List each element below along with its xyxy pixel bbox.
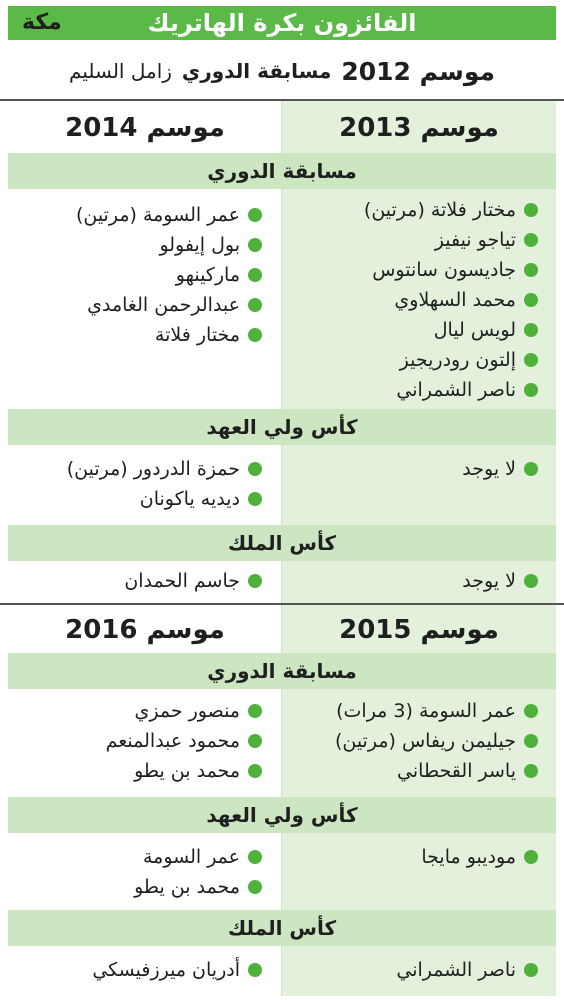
season-2015-heading: موسم 2015: [339, 615, 499, 645]
list-item: لا يوجد: [282, 566, 538, 596]
king-cup-2015-list: [282, 955, 556, 985]
bullet-icon: [248, 574, 262, 588]
bullet-icon: [524, 353, 538, 367]
page-title: الفائزون بكرة الهاتريك: [147, 9, 417, 37]
bullet-icon: [524, 704, 538, 718]
list-item: ياسر القحطاني: [282, 756, 538, 786]
bullet-icon: [248, 880, 262, 894]
season-2016-heading: موسم 2016: [65, 615, 225, 645]
competition-league-band: مسابقة الدوري: [8, 153, 556, 189]
list-item: لويس ليال: [282, 315, 538, 345]
league-2014-list: [8, 200, 282, 350]
list-item: جاديسون سانتوس: [282, 255, 538, 285]
league-2015-list: [282, 696, 556, 786]
bullet-icon: [524, 263, 538, 277]
season-2012-row: [8, 44, 556, 98]
crown-cup-2013-list: [282, 454, 556, 484]
bullet-icon: [524, 574, 538, 588]
crown-cup-2016-list: [8, 842, 282, 902]
bullet-icon: [248, 238, 262, 252]
list-item: عمر السومة (3 مرات): [282, 696, 538, 726]
list-item: مختار فلاتة: [8, 320, 262, 350]
competition-crown-prince-cup-band: كأس ولي العهد: [8, 797, 556, 833]
bullet-icon: [524, 764, 538, 778]
list-item: ناصر الشمراني: [282, 375, 538, 405]
king-cup-2014-list: [8, 566, 282, 596]
league-2013-list: [282, 195, 556, 405]
list-item: ماركينهو: [8, 260, 262, 290]
bullet-icon: [248, 492, 262, 506]
list-item: ديديه ياكونان: [8, 484, 262, 514]
season-2014-heading: موسم 2014: [65, 113, 225, 143]
list-item: محمود عبدالمنعم: [8, 726, 262, 756]
bullet-icon: [248, 208, 262, 222]
list-item: ناصر الشمراني: [282, 955, 538, 985]
list-item: إلتون رودريجيز: [282, 345, 538, 375]
list-item: عبدالرحمن الغامدي: [8, 290, 262, 320]
king-cup-2013-list: [282, 566, 556, 596]
list-item: عمر السومة: [8, 842, 262, 872]
bullet-icon: [248, 734, 262, 748]
list-item: أدريان ميرزفيسكي: [8, 955, 262, 985]
bullet-icon: [248, 963, 262, 977]
bullet-icon: [248, 850, 262, 864]
list-item: جاسم الحمدان: [8, 566, 262, 596]
bullet-icon: [248, 704, 262, 718]
bullet-icon: [524, 293, 538, 307]
list-item: محمد بن يطو: [8, 872, 262, 902]
list-item: حمزة الدردور (مرتين): [8, 454, 262, 484]
list-item: بول إيفولو: [8, 230, 262, 260]
list-item: مختار فلاتة (مرتين): [282, 195, 538, 225]
list-item: محمد السهلاوي: [282, 285, 538, 315]
crown-cup-2015-list: [282, 842, 556, 872]
bullet-icon: [248, 268, 262, 282]
bullet-icon: [524, 963, 538, 977]
header-bar: [8, 6, 556, 40]
bullet-icon: [524, 203, 538, 217]
list-item: تياجو نيفيز: [282, 225, 538, 255]
section-2015-2016: [8, 605, 556, 996]
season-2012-competition: مسابقة الدوري: [181, 59, 332, 83]
king-cup-2016-list: [8, 955, 282, 985]
bullet-icon: [524, 383, 538, 397]
bullet-icon: [524, 462, 538, 476]
season-2013-heading: موسم 2013: [339, 113, 499, 143]
brand-logo: مكة: [22, 10, 62, 35]
season-2012-label: موسم 2012: [341, 56, 495, 86]
league-2016-list: [8, 696, 282, 786]
competition-king-cup-band: كأس الملك: [8, 910, 556, 946]
competition-king-cup-band: كأس الملك: [8, 525, 556, 561]
bullet-icon: [248, 328, 262, 342]
bullet-icon: [248, 764, 262, 778]
list-item: عمر السومة (مرتين): [8, 200, 262, 230]
bullet-icon: [524, 233, 538, 247]
list-item: موديبو مايجا: [282, 842, 538, 872]
list-item: جيليمن ريفاس (مرتين): [282, 726, 538, 756]
bullet-icon: [524, 850, 538, 864]
bullet-icon: [524, 323, 538, 337]
bullet-icon: [248, 462, 262, 476]
crown-cup-2014-list: [8, 454, 282, 514]
list-item: محمد بن يطو: [8, 756, 262, 786]
list-item: لا يوجد: [282, 454, 538, 484]
bullet-icon: [524, 734, 538, 748]
season-2012-winner: زامل السليم: [69, 59, 172, 83]
bullet-icon: [248, 298, 262, 312]
section-2013-2014: [8, 101, 556, 603]
list-item: منصور حمزي: [8, 696, 262, 726]
competition-league-band: مسابقة الدوري: [8, 653, 556, 689]
competition-crown-prince-cup-band: كأس ولي العهد: [8, 409, 556, 445]
